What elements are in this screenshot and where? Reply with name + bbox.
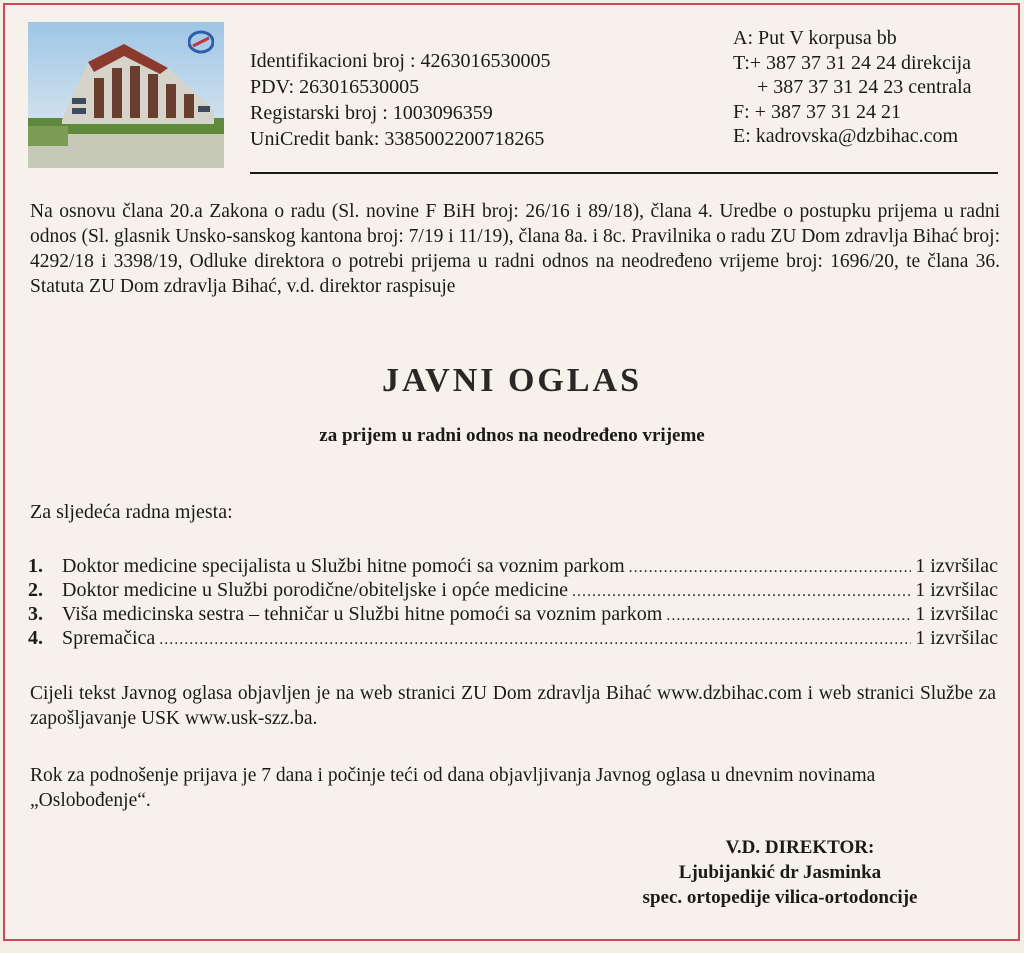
list-item [28,627,998,651]
item-count: 1 izvršilac [915,627,998,649]
dot-leader [629,555,912,579]
item-number: 4. [28,627,43,649]
registration-info [250,48,551,152]
item-title: Doktor medicine specijalista u Službi hitne pomoći sa voznim parkom [62,555,625,577]
vat-number: PDV: 263016530005 [250,76,420,98]
intro-paragraph: Na osnovu člana 20.a Zakona o radu (Sl. novine F BiH broj: 26/16 i 89/18), člana 4. Uredbe o postupku prijema u radni odnos (Sl. glasnik Unsko-sanskog kantona broj: 7/19 i 11/19), člana 8a. i 8c. Pravilnika o radu ZU Dom zdravlja Bihać broj: 4292/18 i 3398/19, Odluke direktora o potrebi prijema u radni odnos na neodređeno vrijeme broj: 1696/20, te člana 36. Statuta ZU Dom zdravlja Bihać, v.d. direktor raspisuje [30,201,1000,297]
page-title: JAVNI OGLAS [381,362,643,399]
dot-leader [666,603,911,627]
item-title: Doktor medicine u Službi porodične/obiteljske i opće medicine [62,579,568,601]
full-text-notice: Cijeli tekst Javnog oglasa objavljen je na web stranici ZU Dom zdravlja Bihać www.dzbihac.com i web stranici Službe za zapošljavanje USK www.usk-szz.ba. [30,683,996,729]
signature-title: spec. ortopedije vilica-ortodoncije [642,887,918,908]
phone-central: + 387 37 31 24 23 centrala [757,76,972,98]
signature-name: Ljubijankić dr Jasminka [678,862,882,883]
dot-leader [159,627,911,651]
header-divider [250,172,998,174]
bank-account: UniCredit bank: 3385002200718265 [250,128,545,150]
item-number: 2. [28,579,43,601]
signature-role: V.D. DIREKTOR: [725,837,875,858]
deadline-notice: Rok za podnošenje prijava je 7 dana i počinje teći od dana objavljivanja Javnog oglasa u dnevnim novinama „Oslobođenje“. [30,765,876,811]
address: A: Put V korpusa bb [733,27,897,49]
item-title: Viša medicinska sestra – tehničar u Službi hitne pomoći sa voznim parkom [62,603,663,625]
dot-leader [572,579,911,603]
positions-lead: Za sljedeća radna mjesta: [30,501,233,523]
registry-number: Registarski broj : 1003096359 [250,102,493,124]
item-count: 1 izvršilac [915,555,998,577]
clinic-logo-icon [188,30,214,54]
contact-info [733,26,972,149]
item-title: Spremačica [62,627,156,649]
signature-block [560,835,1000,910]
positions-list [28,555,998,651]
item-number: 3. [28,603,43,625]
item-count: 1 izvršilac [915,603,998,625]
list-item [28,579,998,603]
phone-direction: T:+ 387 37 31 24 24 direkcija [733,51,972,74]
item-number: 1. [28,555,43,577]
page-subtitle: za prijem u radni odnos na neodređeno vrijeme [319,425,705,446]
fax: F: + 387 37 31 24 21 [733,100,901,123]
item-count: 1 izvršilac [915,579,998,601]
email: E: kadrovska@dzbihac.com [733,125,959,147]
list-item [28,555,998,579]
id-number: Identifikacioni broj : 4263016530005 [250,50,551,72]
list-item [28,603,998,627]
